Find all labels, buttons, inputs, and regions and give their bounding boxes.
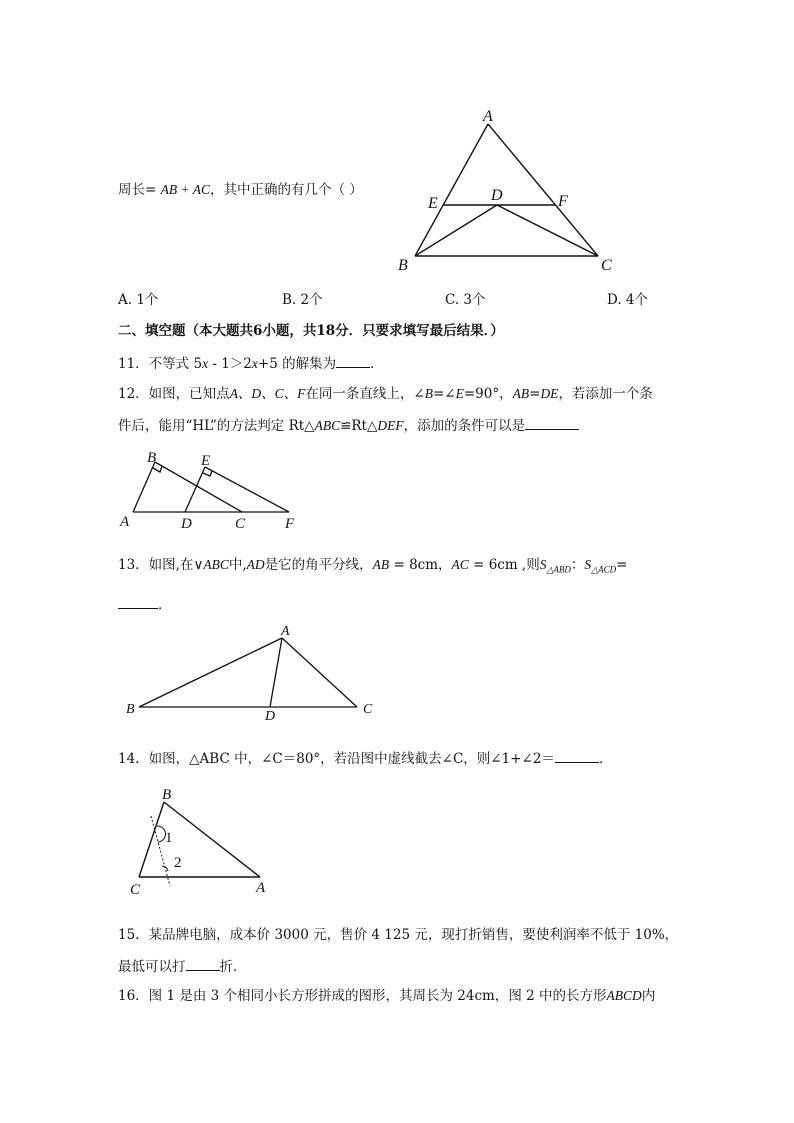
q12-l1d: =90°， (463, 386, 513, 402)
q11-mid: - 1＞2 (208, 356, 252, 372)
q10-label-b: B (398, 257, 408, 274)
q11-end: ． (370, 356, 384, 372)
q13-label-c: C (363, 702, 373, 717)
q15-answer-blank[interactable] (186, 956, 220, 971)
q10-label-f: F (558, 193, 568, 210)
q13-eq: = (616, 557, 628, 573)
q10-option-c[interactable]: C. 3个 (445, 292, 486, 308)
q13-colon: ： (570, 557, 585, 573)
q15-l2a: 最低可以打 (118, 959, 186, 975)
q16-rect: ABCD (606, 988, 642, 1003)
q12-tri-abc: ABC (314, 418, 341, 433)
q12-l2a: 件后，能用“HL”的方法判定 Rt△ (118, 418, 315, 434)
q10-formula: AB + AC (160, 182, 210, 197)
section-title: 二、填空题（本大题共6小题，共18分．只要求填写最后结果．） (118, 323, 504, 339)
q10-option-b[interactable]: B. 2个 (282, 292, 323, 308)
q16-text (118, 986, 655, 1006)
q13-s1-sub: △ABD (546, 564, 571, 575)
q12-angle-b: B (424, 386, 433, 401)
q12-l1b: 在同一条直线上，∠ (305, 386, 425, 402)
q10-suffix: ，其中正确的有几个（ ） (209, 182, 363, 198)
q13-b: 中, (228, 557, 247, 573)
q12-l1f: ，若添加一个条 (558, 386, 653, 402)
q10-prefix: 周长= (118, 182, 157, 198)
q13-label-d: D (265, 709, 276, 724)
q12-label-c: C (235, 516, 246, 532)
q14-label-2: 2 (174, 855, 182, 871)
q13-tri: ABC (203, 557, 229, 572)
q12-points: A、D、C、F (229, 386, 306, 401)
q12-tri-def: DEF (377, 418, 404, 433)
q11-suffix: +5 的解集为 (257, 356, 337, 372)
q16-body: 16．图 1 是由 3 个相同小长方形拼成的图形，其周长为 24cm，图 2 中的长方形 (118, 988, 607, 1004)
q13-s2-sub: △ACD (591, 564, 617, 575)
q12-l2b: ≌Rt△ (340, 418, 378, 434)
q16-end: 内 (641, 988, 656, 1004)
q12-l2c: ，添加的条件可以是 (403, 418, 526, 434)
q13-triangle-symbol: ∨ (193, 557, 204, 573)
q11-var1: x (202, 356, 209, 371)
q15-l2b: 折． (219, 959, 247, 975)
q13-ac: AC (451, 557, 469, 572)
q13-end: ． (158, 597, 172, 613)
q12-label-d: D (181, 516, 192, 532)
q14-body: 14．如图，△ABC 中，∠C＝80°，若沿图中虚线截去∠C，则∠1+∠2＝ (118, 751, 555, 767)
q13-label-b: B (126, 702, 135, 717)
q13-a: 13．如图,在 (118, 557, 194, 573)
q13-s1: S (539, 557, 547, 572)
q10-label-d: D (491, 187, 503, 204)
q12-seg-de: DE (540, 386, 559, 401)
q14-end: ． (598, 751, 613, 767)
q13-e: = 6cm ,则 (468, 557, 540, 573)
q15-line1: 15．某品牌电脑，成本价 3000 元，售价 4 125 元，现打折销售，要使利润率不低于 10%， (118, 927, 679, 943)
q11-prefix: 11．不等式 5 (118, 356, 203, 372)
q14-label-1: 1 (165, 830, 173, 846)
q14-label-b: B (162, 787, 172, 803)
q13-ad: AD (246, 557, 265, 572)
q12-l1a: 12．如图，已知点 (118, 386, 230, 402)
q12-label-b: B (147, 450, 157, 466)
q13-ab: AB (372, 557, 390, 572)
q12-l1c: =∠ (433, 386, 456, 402)
q12-seg-ab: AB (512, 386, 530, 401)
q10-option-d[interactable]: D. 4个 (607, 292, 649, 308)
q13-label-a: A (281, 624, 290, 639)
q12-label-e: E (201, 453, 211, 469)
q10-label-c: C (601, 257, 612, 274)
q10-label-e: E (428, 195, 438, 212)
q13-s2: S (584, 557, 592, 572)
q14-label-c: C (130, 882, 141, 898)
q12-l1e: = (529, 386, 541, 402)
q15-line2 (118, 956, 247, 977)
q12-angle-e: E (455, 386, 464, 401)
q14-label-a: A (256, 880, 266, 896)
q12-label-f: F (285, 516, 295, 532)
q13-c: 是它的角平分线， (264, 557, 373, 573)
q12-label-a: A (120, 514, 130, 530)
q13-d: = 8cm， (389, 557, 452, 573)
q10-label-a: A (483, 108, 493, 125)
q11-var2: x (251, 356, 258, 371)
q10-option-a[interactable]: A. 1个 (118, 292, 159, 308)
